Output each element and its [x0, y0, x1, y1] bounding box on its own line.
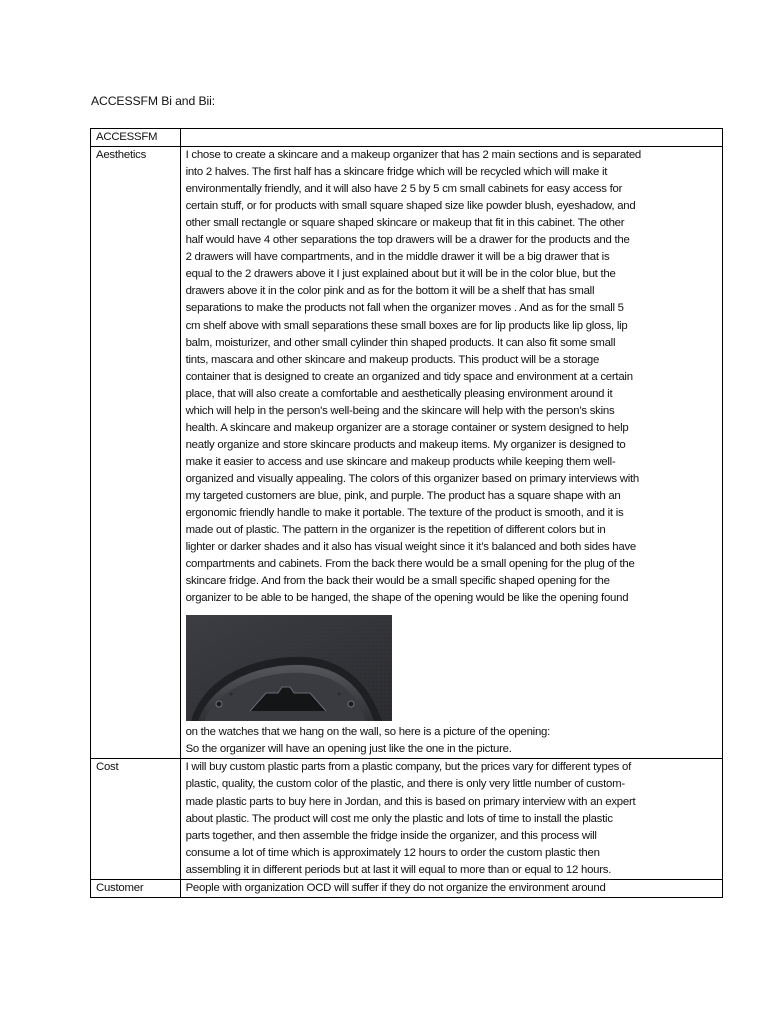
text-line: parts together, and then assemble the fridge inside the organizer, and this process will: [185, 829, 597, 842]
row-label-cost: Cost: [91, 759, 181, 879]
text-line: balm, moisturizer, and other small cylinder thin shaped products. It can also fit some small: [185, 336, 616, 349]
table-row-aesthetics: [91, 147, 723, 759]
text-line: cm shelf above with small separations these small boxes are for lip products like lip gloss, lip: [185, 319, 628, 332]
table-header-row: [91, 129, 723, 147]
document-heading: ACCESSFM Bi and Bii:: [91, 94, 215, 108]
row-label-customer: Customer: [91, 879, 181, 897]
text-line: separations to make the products not fall when the organizer moves . And as for the small 5: [185, 302, 624, 315]
text-line: on the watches that we hang on the wall, so here is a picture of the opening:: [185, 726, 551, 739]
text-line: my targeted customers are blue, pink, and purple. The product has a square shape with an: [185, 489, 621, 502]
text-line: which will help in the person's well-being and the skincare will help with the person’s skins: [185, 404, 615, 417]
row-content-cost: [180, 759, 722, 879]
text-line: environmentally friendly, and it will also have 2 5 by 5 cm small cabinets for easy access for: [185, 183, 623, 196]
row-label-aesthetics: Aesthetics: [91, 147, 181, 759]
text-line: assembling it in different periods but at last it will equal to more than or equal to 12 hours.: [185, 863, 612, 876]
text-line: tints, mascara and other skincare and makeup products. This product will be a storage: [185, 353, 600, 366]
row-content-aesthetics: [180, 147, 722, 759]
text-line: I chose to create a skincare and a makeup organizer that has 2 main sections and is separated: [185, 149, 641, 162]
text-line: I will buy custom plastic parts from a plastic company, but the prices vary for different types of: [185, 761, 632, 774]
text-line: compartments and cabinets. From the back there would be a small opening for the plug of the: [185, 558, 635, 571]
text-line: place, that will also create a comfortable and aesthetically pleasing environment around it: [185, 387, 613, 400]
text-line: certain stuff, or for products with small square shaped size like powder blush, eyeshadow, and: [185, 200, 636, 213]
text-line: health. A skincare and makeup organizer are a storage container or system designed to help: [185, 421, 629, 434]
header-value-cell: [180, 129, 722, 147]
text-line: drawers above it in the color pink and as for the bottom it will be a shelf that has small: [185, 285, 595, 298]
text-line: made out of plastic. The pattern in the organizer is the repetition of different colors but in: [185, 524, 606, 537]
row-content-customer: [180, 879, 722, 897]
text-line: half would have 4 other separations the top drawers will be a drawer for the products and the: [185, 234, 630, 247]
text-line: into 2 halves. The first half has a skincare fridge which will be recycled which will make it: [185, 166, 608, 179]
watch-back-opening-photo: [186, 615, 392, 721]
text-line: 2 drawers will have compartments, and in the middle drawer it will be a big drawer that is: [185, 251, 610, 264]
text-line: organizer to be able to be hanged, the shape of the opening would be like the opening found: [185, 592, 629, 605]
text-line: made plastic parts to buy here in Jordan, and this is based on primary interview with an expert: [185, 795, 636, 808]
text-line: So the organizer will have an opening just like the one in the picture.: [185, 743, 512, 756]
text-line: make it easier to access and use skincare and makeup products while keeping them well-: [185, 455, 616, 468]
accessfm-table: [90, 128, 723, 898]
table-row-customer: [91, 879, 723, 897]
text-line: skincare fridge. And from the back their would be a small specific shaped opening for the: [185, 575, 610, 588]
table-row-cost: [91, 759, 723, 879]
text-line: container that is designed to create an organized and tidy space and environment at a certain: [185, 370, 633, 383]
text-line: organized and visually appealing. The colors of this organizer based on primary interviews with: [185, 472, 639, 485]
text-line: about plastic. The product will cost me only the plastic and lots of time to install the plastic: [185, 812, 613, 825]
text-line: neatly organize and store skincare products and makeup items. My organizer is designed to: [185, 438, 626, 451]
text-line: equal to the 2 drawers above it I just explained about but it will be in the color blue, but the: [185, 268, 616, 281]
text-line: lighter or darker shades and it also has visual weight since it it’s balanced and both sides have: [185, 541, 636, 554]
text-line: People with organization OCD will suffer if they do not organize the environment around: [185, 881, 606, 894]
text-line: plastic, quality, the custom color of the plastic, and there is only very little number of custom-: [185, 778, 625, 791]
header-label-cell: ACCESSFM: [91, 129, 181, 147]
text-line: other small rectangle or square shaped skincare or makeup that fit in this cabinet. The other: [185, 217, 625, 230]
text-line: ergonomic friendly handle to make it portable. The texture of the product is smooth, and it is: [185, 507, 624, 520]
text-line: consume a lot of time which is approximately 12 hours to order the custom plastic then: [185, 846, 600, 859]
